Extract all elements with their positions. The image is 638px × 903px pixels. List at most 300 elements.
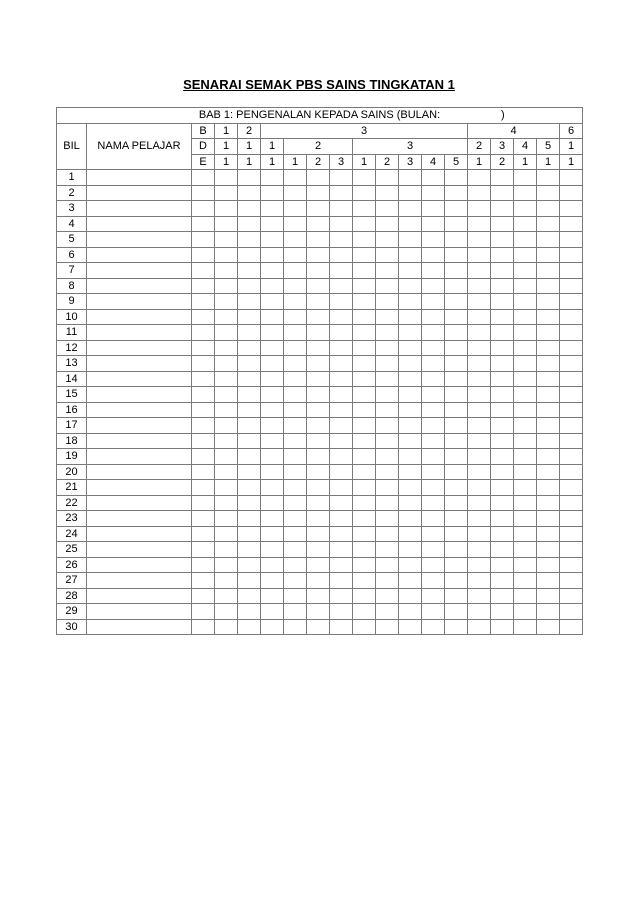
check-cell[interactable] bbox=[399, 511, 422, 527]
check-cell[interactable] bbox=[238, 278, 261, 294]
check-cell[interactable] bbox=[399, 278, 422, 294]
check-cell[interactable] bbox=[307, 278, 330, 294]
check-cell[interactable] bbox=[307, 387, 330, 403]
student-name-cell[interactable] bbox=[87, 418, 192, 434]
check-cell[interactable] bbox=[445, 588, 468, 604]
check-cell[interactable] bbox=[376, 511, 399, 527]
check-cell[interactable] bbox=[468, 356, 491, 372]
check-cell[interactable] bbox=[192, 294, 215, 310]
check-cell[interactable] bbox=[307, 340, 330, 356]
check-cell[interactable] bbox=[468, 309, 491, 325]
check-cell[interactable] bbox=[261, 557, 284, 573]
check-cell[interactable] bbox=[537, 573, 560, 589]
check-cell[interactable] bbox=[560, 542, 583, 558]
check-cell[interactable] bbox=[514, 356, 537, 372]
check-cell[interactable] bbox=[399, 201, 422, 217]
check-cell[interactable] bbox=[514, 402, 537, 418]
check-cell[interactable] bbox=[261, 232, 284, 248]
check-cell[interactable] bbox=[261, 371, 284, 387]
check-cell[interactable] bbox=[192, 201, 215, 217]
check-cell[interactable] bbox=[560, 604, 583, 620]
check-cell[interactable] bbox=[445, 604, 468, 620]
check-cell[interactable] bbox=[491, 325, 514, 341]
check-cell[interactable] bbox=[514, 325, 537, 341]
student-name-cell[interactable] bbox=[87, 263, 192, 279]
check-cell[interactable] bbox=[192, 480, 215, 496]
check-cell[interactable] bbox=[514, 511, 537, 527]
check-cell[interactable] bbox=[422, 402, 445, 418]
check-cell[interactable] bbox=[307, 263, 330, 279]
check-cell[interactable] bbox=[215, 294, 238, 310]
check-cell[interactable] bbox=[399, 433, 422, 449]
check-cell[interactable] bbox=[537, 263, 560, 279]
check-cell[interactable] bbox=[376, 216, 399, 232]
check-cell[interactable] bbox=[238, 201, 261, 217]
check-cell[interactable] bbox=[307, 542, 330, 558]
check-cell[interactable] bbox=[330, 263, 353, 279]
check-cell[interactable] bbox=[261, 263, 284, 279]
check-cell[interactable] bbox=[330, 480, 353, 496]
check-cell[interactable] bbox=[284, 278, 307, 294]
check-cell[interactable] bbox=[353, 185, 376, 201]
check-cell[interactable] bbox=[330, 511, 353, 527]
check-cell[interactable] bbox=[238, 387, 261, 403]
check-cell[interactable] bbox=[238, 557, 261, 573]
check-cell[interactable] bbox=[284, 185, 307, 201]
check-cell[interactable] bbox=[330, 170, 353, 186]
check-cell[interactable] bbox=[399, 216, 422, 232]
check-cell[interactable] bbox=[353, 247, 376, 263]
check-cell[interactable] bbox=[468, 340, 491, 356]
check-cell[interactable] bbox=[215, 387, 238, 403]
check-cell[interactable] bbox=[192, 232, 215, 248]
check-cell[interactable] bbox=[537, 185, 560, 201]
check-cell[interactable] bbox=[261, 201, 284, 217]
check-cell[interactable] bbox=[445, 573, 468, 589]
check-cell[interactable] bbox=[514, 480, 537, 496]
student-name-cell[interactable] bbox=[87, 526, 192, 542]
check-cell[interactable] bbox=[376, 232, 399, 248]
check-cell[interactable] bbox=[330, 619, 353, 635]
student-name-cell[interactable] bbox=[87, 449, 192, 465]
check-cell[interactable] bbox=[422, 201, 445, 217]
check-cell[interactable] bbox=[468, 464, 491, 480]
check-cell[interactable] bbox=[491, 557, 514, 573]
check-cell[interactable] bbox=[537, 604, 560, 620]
check-cell[interactable] bbox=[399, 573, 422, 589]
check-cell[interactable] bbox=[307, 418, 330, 434]
check-cell[interactable] bbox=[353, 619, 376, 635]
check-cell[interactable] bbox=[422, 325, 445, 341]
check-cell[interactable] bbox=[284, 325, 307, 341]
check-cell[interactable] bbox=[445, 464, 468, 480]
check-cell[interactable] bbox=[399, 495, 422, 511]
check-cell[interactable] bbox=[445, 495, 468, 511]
student-name-cell[interactable] bbox=[87, 216, 192, 232]
check-cell[interactable] bbox=[284, 201, 307, 217]
check-cell[interactable] bbox=[192, 325, 215, 341]
check-cell[interactable] bbox=[238, 573, 261, 589]
check-cell[interactable] bbox=[514, 604, 537, 620]
check-cell[interactable] bbox=[192, 216, 215, 232]
check-cell[interactable] bbox=[353, 464, 376, 480]
check-cell[interactable] bbox=[422, 433, 445, 449]
check-cell[interactable] bbox=[537, 402, 560, 418]
check-cell[interactable] bbox=[399, 604, 422, 620]
check-cell[interactable] bbox=[560, 356, 583, 372]
check-cell[interactable] bbox=[215, 356, 238, 372]
check-cell[interactable] bbox=[330, 340, 353, 356]
check-cell[interactable] bbox=[491, 604, 514, 620]
check-cell[interactable] bbox=[491, 480, 514, 496]
check-cell[interactable] bbox=[238, 480, 261, 496]
check-cell[interactable] bbox=[261, 170, 284, 186]
check-cell[interactable] bbox=[238, 294, 261, 310]
check-cell[interactable] bbox=[537, 247, 560, 263]
check-cell[interactable] bbox=[560, 201, 583, 217]
check-cell[interactable] bbox=[376, 573, 399, 589]
check-cell[interactable] bbox=[376, 387, 399, 403]
check-cell[interactable] bbox=[307, 588, 330, 604]
check-cell[interactable] bbox=[514, 201, 537, 217]
check-cell[interactable] bbox=[514, 542, 537, 558]
check-cell[interactable] bbox=[215, 371, 238, 387]
check-cell[interactable] bbox=[330, 232, 353, 248]
check-cell[interactable] bbox=[284, 495, 307, 511]
check-cell[interactable] bbox=[353, 480, 376, 496]
check-cell[interactable] bbox=[445, 325, 468, 341]
check-cell[interactable] bbox=[445, 263, 468, 279]
check-cell[interactable] bbox=[491, 170, 514, 186]
check-cell[interactable] bbox=[468, 232, 491, 248]
check-cell[interactable] bbox=[353, 557, 376, 573]
check-cell[interactable] bbox=[284, 433, 307, 449]
check-cell[interactable] bbox=[215, 495, 238, 511]
check-cell[interactable] bbox=[514, 464, 537, 480]
student-name-cell[interactable] bbox=[87, 604, 192, 620]
check-cell[interactable] bbox=[353, 263, 376, 279]
check-cell[interactable] bbox=[376, 526, 399, 542]
check-cell[interactable] bbox=[261, 542, 284, 558]
check-cell[interactable] bbox=[330, 433, 353, 449]
check-cell[interactable] bbox=[514, 418, 537, 434]
check-cell[interactable] bbox=[560, 402, 583, 418]
check-cell[interactable] bbox=[399, 619, 422, 635]
check-cell[interactable] bbox=[307, 325, 330, 341]
check-cell[interactable] bbox=[468, 604, 491, 620]
check-cell[interactable] bbox=[353, 232, 376, 248]
check-cell[interactable] bbox=[215, 557, 238, 573]
check-cell[interactable] bbox=[192, 604, 215, 620]
check-cell[interactable] bbox=[514, 247, 537, 263]
check-cell[interactable] bbox=[330, 216, 353, 232]
check-cell[interactable] bbox=[445, 433, 468, 449]
student-name-cell[interactable] bbox=[87, 464, 192, 480]
check-cell[interactable] bbox=[537, 418, 560, 434]
check-cell[interactable] bbox=[468, 387, 491, 403]
check-cell[interactable] bbox=[560, 170, 583, 186]
check-cell[interactable] bbox=[399, 387, 422, 403]
check-cell[interactable] bbox=[399, 371, 422, 387]
check-cell[interactable] bbox=[307, 402, 330, 418]
student-name-cell[interactable] bbox=[87, 356, 192, 372]
check-cell[interactable] bbox=[560, 340, 583, 356]
check-cell[interactable] bbox=[514, 619, 537, 635]
check-cell[interactable] bbox=[261, 402, 284, 418]
check-cell[interactable] bbox=[215, 263, 238, 279]
check-cell[interactable] bbox=[353, 170, 376, 186]
check-cell[interactable] bbox=[284, 480, 307, 496]
check-cell[interactable] bbox=[238, 619, 261, 635]
check-cell[interactable] bbox=[422, 232, 445, 248]
check-cell[interactable] bbox=[215, 433, 238, 449]
check-cell[interactable] bbox=[399, 356, 422, 372]
check-cell[interactable] bbox=[468, 619, 491, 635]
check-cell[interactable] bbox=[192, 464, 215, 480]
student-name-cell[interactable] bbox=[87, 495, 192, 511]
check-cell[interactable] bbox=[284, 604, 307, 620]
check-cell[interactable] bbox=[422, 278, 445, 294]
check-cell[interactable] bbox=[353, 449, 376, 465]
check-cell[interactable] bbox=[307, 433, 330, 449]
check-cell[interactable] bbox=[215, 247, 238, 263]
check-cell[interactable] bbox=[284, 511, 307, 527]
check-cell[interactable] bbox=[192, 619, 215, 635]
check-cell[interactable] bbox=[307, 619, 330, 635]
check-cell[interactable] bbox=[514, 387, 537, 403]
check-cell[interactable] bbox=[537, 340, 560, 356]
check-cell[interactable] bbox=[261, 464, 284, 480]
check-cell[interactable] bbox=[468, 542, 491, 558]
check-cell[interactable] bbox=[307, 356, 330, 372]
check-cell[interactable] bbox=[284, 402, 307, 418]
check-cell[interactable] bbox=[192, 495, 215, 511]
check-cell[interactable] bbox=[353, 201, 376, 217]
check-cell[interactable] bbox=[330, 247, 353, 263]
check-cell[interactable] bbox=[307, 309, 330, 325]
check-cell[interactable] bbox=[376, 247, 399, 263]
check-cell[interactable] bbox=[445, 619, 468, 635]
check-cell[interactable] bbox=[560, 511, 583, 527]
check-cell[interactable] bbox=[560, 263, 583, 279]
check-cell[interactable] bbox=[491, 294, 514, 310]
check-cell[interactable] bbox=[238, 495, 261, 511]
check-cell[interactable] bbox=[330, 356, 353, 372]
check-cell[interactable] bbox=[491, 526, 514, 542]
check-cell[interactable] bbox=[399, 185, 422, 201]
student-name-cell[interactable] bbox=[87, 340, 192, 356]
check-cell[interactable] bbox=[399, 309, 422, 325]
check-cell[interactable] bbox=[491, 216, 514, 232]
student-name-cell[interactable] bbox=[87, 402, 192, 418]
check-cell[interactable] bbox=[307, 480, 330, 496]
check-cell[interactable] bbox=[560, 216, 583, 232]
check-cell[interactable] bbox=[468, 495, 491, 511]
check-cell[interactable] bbox=[445, 526, 468, 542]
check-cell[interactable] bbox=[238, 170, 261, 186]
student-name-cell[interactable] bbox=[87, 557, 192, 573]
check-cell[interactable] bbox=[537, 449, 560, 465]
check-cell[interactable] bbox=[376, 495, 399, 511]
student-name-cell[interactable] bbox=[87, 170, 192, 186]
check-cell[interactable] bbox=[261, 309, 284, 325]
student-name-cell[interactable] bbox=[87, 294, 192, 310]
check-cell[interactable] bbox=[537, 278, 560, 294]
check-cell[interactable] bbox=[560, 371, 583, 387]
check-cell[interactable] bbox=[215, 619, 238, 635]
check-cell[interactable] bbox=[491, 449, 514, 465]
check-cell[interactable] bbox=[376, 371, 399, 387]
check-cell[interactable] bbox=[261, 480, 284, 496]
check-cell[interactable] bbox=[491, 402, 514, 418]
check-cell[interactable] bbox=[307, 573, 330, 589]
check-cell[interactable] bbox=[491, 185, 514, 201]
check-cell[interactable] bbox=[491, 511, 514, 527]
check-cell[interactable] bbox=[491, 588, 514, 604]
check-cell[interactable] bbox=[445, 247, 468, 263]
check-cell[interactable] bbox=[376, 418, 399, 434]
check-cell[interactable] bbox=[422, 418, 445, 434]
check-cell[interactable] bbox=[422, 557, 445, 573]
check-cell[interactable] bbox=[514, 557, 537, 573]
check-cell[interactable] bbox=[399, 480, 422, 496]
check-cell[interactable] bbox=[491, 340, 514, 356]
check-cell[interactable] bbox=[215, 325, 238, 341]
check-cell[interactable] bbox=[422, 185, 445, 201]
check-cell[interactable] bbox=[376, 604, 399, 620]
check-cell[interactable] bbox=[514, 573, 537, 589]
check-cell[interactable] bbox=[238, 263, 261, 279]
check-cell[interactable] bbox=[238, 604, 261, 620]
check-cell[interactable] bbox=[537, 542, 560, 558]
check-cell[interactable] bbox=[537, 216, 560, 232]
check-cell[interactable] bbox=[307, 371, 330, 387]
check-cell[interactable] bbox=[307, 464, 330, 480]
check-cell[interactable] bbox=[537, 588, 560, 604]
check-cell[interactable] bbox=[376, 309, 399, 325]
check-cell[interactable] bbox=[330, 294, 353, 310]
check-cell[interactable] bbox=[491, 247, 514, 263]
check-cell[interactable] bbox=[192, 170, 215, 186]
check-cell[interactable] bbox=[353, 325, 376, 341]
check-cell[interactable] bbox=[560, 588, 583, 604]
check-cell[interactable] bbox=[353, 511, 376, 527]
check-cell[interactable] bbox=[215, 542, 238, 558]
check-cell[interactable] bbox=[560, 449, 583, 465]
check-cell[interactable] bbox=[215, 604, 238, 620]
check-cell[interactable] bbox=[399, 588, 422, 604]
check-cell[interactable] bbox=[468, 263, 491, 279]
check-cell[interactable] bbox=[307, 557, 330, 573]
check-cell[interactable] bbox=[560, 418, 583, 434]
check-cell[interactable] bbox=[491, 356, 514, 372]
check-cell[interactable] bbox=[445, 278, 468, 294]
student-name-cell[interactable] bbox=[87, 247, 192, 263]
check-cell[interactable] bbox=[468, 294, 491, 310]
check-cell[interactable] bbox=[261, 573, 284, 589]
check-cell[interactable] bbox=[261, 588, 284, 604]
check-cell[interactable] bbox=[560, 232, 583, 248]
check-cell[interactable] bbox=[238, 247, 261, 263]
check-cell[interactable] bbox=[353, 340, 376, 356]
check-cell[interactable] bbox=[560, 278, 583, 294]
check-cell[interactable] bbox=[376, 185, 399, 201]
check-cell[interactable] bbox=[330, 201, 353, 217]
check-cell[interactable] bbox=[376, 449, 399, 465]
check-cell[interactable] bbox=[330, 185, 353, 201]
check-cell[interactable] bbox=[215, 480, 238, 496]
check-cell[interactable] bbox=[261, 325, 284, 341]
check-cell[interactable] bbox=[422, 216, 445, 232]
check-cell[interactable] bbox=[284, 464, 307, 480]
check-cell[interactable] bbox=[445, 356, 468, 372]
check-cell[interactable] bbox=[192, 557, 215, 573]
check-cell[interactable] bbox=[422, 449, 445, 465]
check-cell[interactable] bbox=[353, 418, 376, 434]
check-cell[interactable] bbox=[537, 480, 560, 496]
check-cell[interactable] bbox=[376, 619, 399, 635]
check-cell[interactable] bbox=[399, 263, 422, 279]
check-cell[interactable] bbox=[468, 325, 491, 341]
check-cell[interactable] bbox=[514, 216, 537, 232]
check-cell[interactable] bbox=[514, 433, 537, 449]
check-cell[interactable] bbox=[215, 201, 238, 217]
check-cell[interactable] bbox=[330, 449, 353, 465]
check-cell[interactable] bbox=[284, 542, 307, 558]
check-cell[interactable] bbox=[284, 557, 307, 573]
check-cell[interactable] bbox=[514, 185, 537, 201]
check-cell[interactable] bbox=[422, 588, 445, 604]
check-cell[interactable] bbox=[399, 418, 422, 434]
check-cell[interactable] bbox=[330, 604, 353, 620]
check-cell[interactable] bbox=[422, 387, 445, 403]
check-cell[interactable] bbox=[261, 511, 284, 527]
check-cell[interactable] bbox=[376, 464, 399, 480]
check-cell[interactable] bbox=[560, 325, 583, 341]
check-cell[interactable] bbox=[192, 433, 215, 449]
check-cell[interactable] bbox=[560, 557, 583, 573]
check-cell[interactable] bbox=[284, 232, 307, 248]
check-cell[interactable] bbox=[376, 356, 399, 372]
student-name-cell[interactable] bbox=[87, 309, 192, 325]
check-cell[interactable] bbox=[261, 294, 284, 310]
check-cell[interactable] bbox=[514, 588, 537, 604]
check-cell[interactable] bbox=[560, 433, 583, 449]
check-cell[interactable] bbox=[330, 278, 353, 294]
check-cell[interactable] bbox=[468, 557, 491, 573]
check-cell[interactable] bbox=[399, 294, 422, 310]
check-cell[interactable] bbox=[215, 418, 238, 434]
check-cell[interactable] bbox=[537, 170, 560, 186]
check-cell[interactable] bbox=[261, 526, 284, 542]
check-cell[interactable] bbox=[537, 464, 560, 480]
check-cell[interactable] bbox=[445, 232, 468, 248]
check-cell[interactable] bbox=[238, 418, 261, 434]
check-cell[interactable] bbox=[238, 588, 261, 604]
check-cell[interactable] bbox=[514, 170, 537, 186]
check-cell[interactable] bbox=[399, 232, 422, 248]
check-cell[interactable] bbox=[491, 433, 514, 449]
check-cell[interactable] bbox=[491, 201, 514, 217]
check-cell[interactable] bbox=[284, 356, 307, 372]
check-cell[interactable] bbox=[560, 495, 583, 511]
check-cell[interactable] bbox=[468, 449, 491, 465]
check-cell[interactable] bbox=[238, 232, 261, 248]
check-cell[interactable] bbox=[238, 340, 261, 356]
check-cell[interactable] bbox=[376, 278, 399, 294]
check-cell[interactable] bbox=[307, 232, 330, 248]
check-cell[interactable] bbox=[468, 511, 491, 527]
